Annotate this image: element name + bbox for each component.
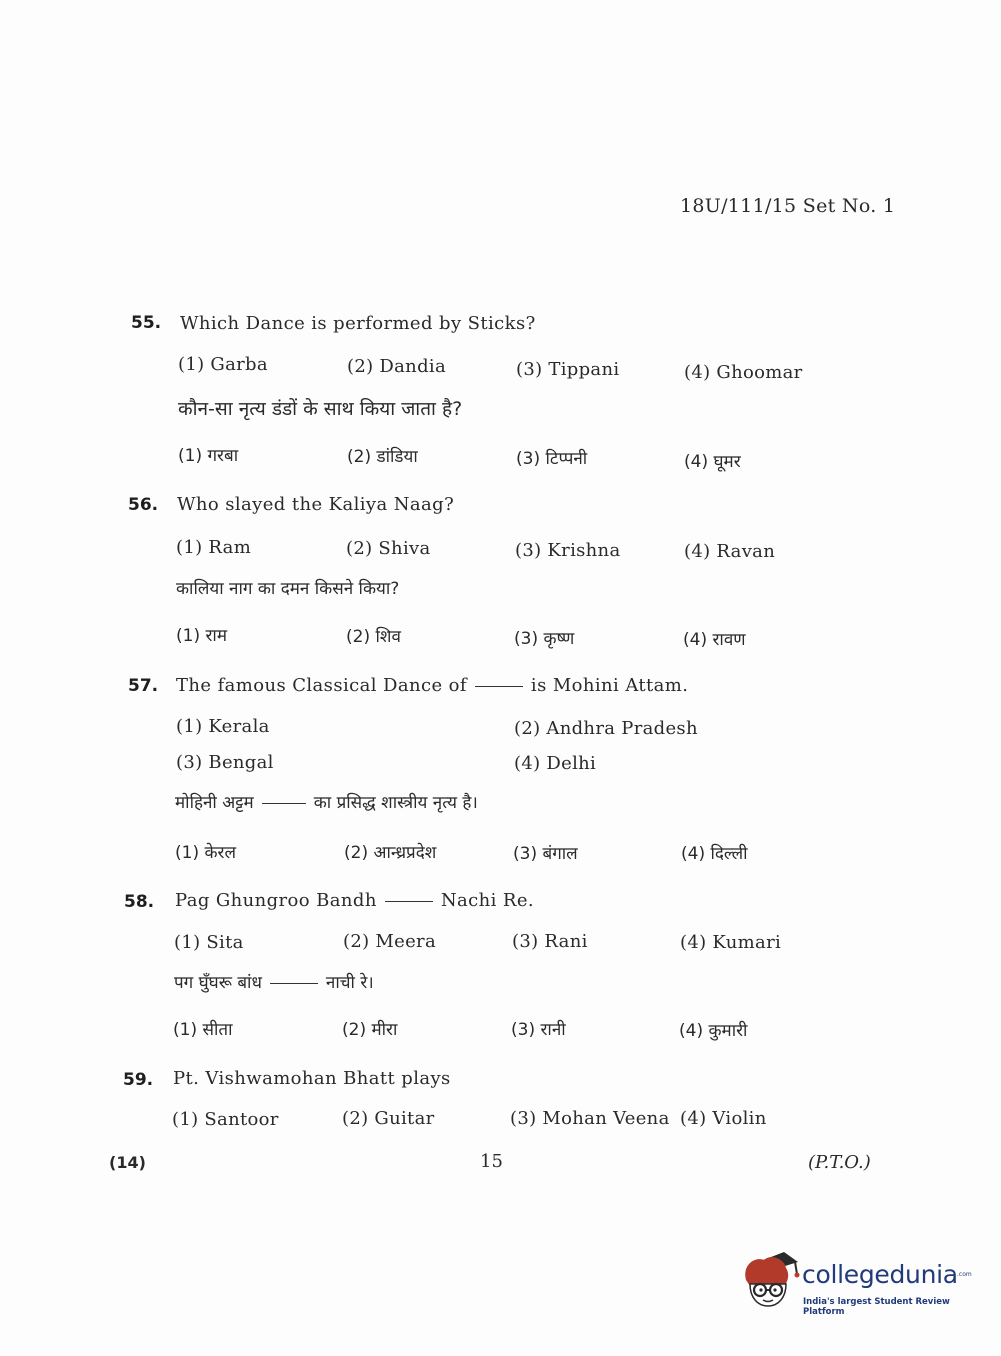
option-hi: (1) राम: [176, 626, 228, 646]
paper-set-code: 18U/111/15 Set No. 1: [680, 195, 896, 217]
question-text-hi: [174, 970, 374, 993]
question-number: 59.: [123, 1070, 154, 1090]
option-en: (2) Meera: [343, 931, 436, 952]
option-hi: (4) दिल्ली: [681, 844, 748, 864]
option-hi: (4) कुमारी: [679, 1021, 748, 1041]
blank-line: [262, 803, 306, 804]
brand-name: collegedunia: [802, 1260, 958, 1289]
collegedunia-logo: [740, 1248, 970, 1318]
question-text-hi: कौन-सा नृत्य डंडों के साथ किया जाता है?: [178, 398, 463, 420]
question-text-hi: कालिया नाग का दमन किसने किया?: [176, 579, 400, 599]
option-en: (1) Ram: [176, 537, 252, 558]
option-en: (2) Guitar: [342, 1108, 435, 1129]
question-number: 55.: [131, 313, 162, 333]
option-en: (4) Delhi: [514, 753, 597, 774]
blank-line: [475, 686, 523, 687]
option-en: (3) Mohan Veena: [510, 1108, 670, 1129]
option-en: (4) Kumari: [680, 932, 782, 953]
blank-line: [385, 901, 433, 902]
option-hi: (1) केरल: [175, 843, 237, 863]
option-en: (3) Bengal: [176, 752, 274, 773]
option-en: (1) Santoor: [172, 1109, 279, 1130]
question-text-hi-part: मोहिनी अट्टम: [175, 793, 254, 813]
option-hi: (3) कृष्ण: [514, 629, 575, 649]
pto-label: (P.T.O.): [808, 1152, 871, 1173]
option-hi: (3) टिप्पनी: [516, 449, 588, 469]
option-hi: (4) रावण: [683, 630, 746, 650]
question-text-hi-part: नाची रे।: [325, 973, 374, 993]
option-en: (1) Sita: [174, 932, 244, 953]
option-hi: (3) रानी: [511, 1020, 566, 1040]
brand-suffix: .com: [957, 1271, 972, 1278]
option-en: (2) Shiva: [346, 538, 431, 559]
option-en: (3) Rani: [512, 931, 588, 952]
question-number: 57.: [128, 676, 159, 696]
question-text-en-part: is Mohini Attam.: [530, 675, 689, 696]
page-number: 15: [480, 1151, 503, 1172]
option-en: (2) Andhra Pradesh: [514, 718, 698, 739]
question-text-hi-part: का प्रसिद्ध शास्त्रीय नृत्य है।: [313, 793, 478, 813]
question-text-hi: [175, 790, 478, 813]
option-hi: (2) मीरा: [342, 1020, 398, 1040]
question-text-en-part: Nachi Re.: [440, 890, 534, 911]
option-en: (2) Dandia: [347, 356, 446, 377]
question-number: 56.: [128, 495, 159, 515]
question-text-en: Pt. Vishwamohan Bhatt plays: [173, 1068, 451, 1089]
question-text-hi-part: पग घुँघरू बांध: [174, 973, 262, 993]
brand-tagline: India's largest Student Review Platform: [803, 1297, 950, 1317]
option-en: (1) Kerala: [176, 716, 270, 737]
question-text-en: [175, 890, 534, 911]
option-hi: (1) सीता: [173, 1020, 233, 1040]
option-en: (3) Krishna: [515, 540, 621, 561]
question-number: 58.: [124, 892, 155, 912]
option-en: (4) Ravan: [684, 541, 776, 562]
option-hi: (1) गरबा: [178, 446, 239, 466]
option-en: (4) Violin: [680, 1108, 767, 1129]
blank-line: [270, 983, 318, 984]
mascot-icon: [740, 1248, 800, 1310]
option-hi: (3) बंगाल: [513, 844, 578, 864]
option-en: (4) Ghoomar: [684, 362, 803, 383]
option-en: (3) Tippani: [516, 359, 620, 380]
booklet-code: (14): [109, 1153, 146, 1172]
question-text-en: Which Dance is performed by Sticks?: [180, 313, 536, 334]
question-text-en-part: The famous Classical Dance of: [176, 675, 467, 696]
option-hi: (2) डांडिया: [347, 447, 418, 467]
question-text-en: Who slayed the Kaliya Naag?: [177, 494, 455, 515]
option-en: (1) Garba: [178, 354, 268, 375]
question-text-en-part: Pag Ghungroo Bandh: [175, 890, 377, 911]
option-hi: (2) आन्ध्रप्रदेश: [344, 843, 437, 863]
option-hi: (2) शिव: [346, 627, 401, 647]
option-hi: (4) घूमर: [684, 452, 741, 472]
question-text-en: [176, 675, 688, 696]
